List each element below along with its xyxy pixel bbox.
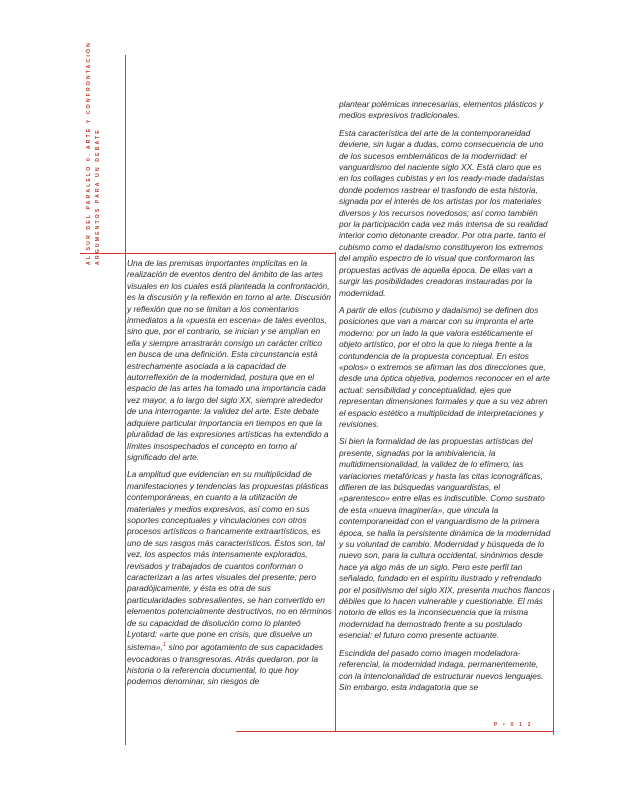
- running-header: [84, 41, 124, 265]
- footer-horizontal-rule: [236, 731, 554, 732]
- paragraph: Si bien la formalidad de las propuestas artísticas del presente, signadas por la ambivalencia, la multidimensionalidad, la validez de lo efímero, las variaciones metafóricas y hasta las citas iconográficas, difieren de las búsquedas vanguardistas, el «parentesco» entre ellas es indiscutible. Como sustrato de esta «nueva imaginería», que vincula la contemporaneidad con el vanguardismo de la primera época, se halla la persistente dinámica de la modernidad y su voluntad de cambio. Modernidad y búsqueda de lo nuevo son, para la cultura occidental, sinónimos desde hace ya algo más de un siglo. Pero este perfil tan señalado, fundado en el espíritu ilustrado y refrendado por el positivismo del siglo XIX, presenta muchos flancos débiles que lo hacen vulnerable y cuestionable. El más notorio de ellos es la inconsecuencia que la misma modernidad ha demostrado frente a su postulado esencial: el futuro como presente actuante.: [339, 436, 551, 641]
- running-header-subtitle: ARGUMENTOS PARA UN DEBATE: [95, 128, 101, 265]
- page-number: P • 0 1 2: [494, 722, 533, 728]
- paragraph-text: La amplitud que evidencian en su multiplicidad de manifestaciones y tendencias las propuestas plásticas contemporáneas, en cuanto a la utilización de materiales y medios expresivos, así como en sus soportes conceptuales y vinculaciones con otros procesos artísticos o francamente extraartísticos, es uno de sus rasgos más característicos. Éstos son, tal vez, los aspectos más intensamente explorados, revisados y trabajados de cuantos conforman o caracterizan a las artes visuales del presente; pero paradójicamente, y ésta es otra de sus particularidades sobresalientes, se han convertido en elementos potencialmente destructivos, no en términos de su capacidad de disolución como lo planteó Lyotard: «arte que pone en crisis, que disuelve un sistema»,: [127, 469, 332, 653]
- paragraph: Escindida del pasado como imagen modeladora-referencial, la modernidad indaga, permanentemente, con la intencionalidad de estructurar nuevos lenguajes. Sin embargo, esta indagatoria que se: [339, 647, 544, 692]
- right-column: [339, 99, 552, 699]
- running-header-title: AL SUR DEL PARALELO 0. ARTE Y CONFRONTACIÓN: [86, 41, 92, 265]
- sidebar-vertical-rule: [125, 55, 126, 745]
- paragraph: Una de las premisas importantes implícitas en la realización de eventos dentro del ámbito de las artes visuales en los cuales está planteada la confrontación, es la discusión y la reflexión en torno al arte. Discusión y reflexión que no se limitan a los comentarios inmediatos a la «puesta en escena» de tales eventos, sino que, por el contrario, se inician y se amplían en ella y siempre arrastrarán consigo un carácter crítico en busca de una definición. Esta circunstancia está estrechamente asociada a la capacidad de autorreflexión de la modernidad, postura que en el espacio de las artes ha tomado una importancia cada vez mayor, a lo largo del siglo XX, siempre alrededor de una interrogante: la validez del arte. Este debate adquiere particular importancia en tiempos en que la pluralidad de las expresiones artísticas ha extendido a límites insospechados el concepto en torno al significado del arte.: [127, 258, 331, 462]
- paragraph: [127, 469, 332, 688]
- right-vertical-rule: [553, 590, 554, 735]
- paragraph-text: sino por agotamiento de sus capacidades evocadoras o transgresoras. Atrás quedaron, por la historia o la referencia documental, lo que hoy podemos denominar, sin riesgos de: [127, 642, 324, 687]
- center-vertical-rule: [335, 252, 336, 732]
- paragraph: Esta característica del arte de la contemporaneidad deviene, sin lugar a dudas, como consecuencia de uno de los sucesos emblemáticos de la modernidad: el vanguardismo del naciente siglo XX. Está claro que es en los collages cubistas y en los ready-made dadaístas donde podemos rastrear el trasfondo de esta historia, signada por el interés de los artistas por los materiales diversos y los recursos novedosos; así como también por la participación cada vez más intensa de su realidad interior como detonante creador. Por otra parte, tanto el cubismo como el dadaísmo constituyeron los extremos del amplio espectro de lo visual que conformaron las propuestas activas de aquella época. De ellas van a surgir las posibilidades creadoras instauradas por la modernidad.: [339, 127, 548, 298]
- paragraph: plantear polémicas innecesarias, elementos plásticos y medios expresivos tradicionales.: [339, 99, 544, 121]
- left-column: [127, 258, 332, 694]
- footnote-marker: 1: [162, 642, 167, 649]
- paragraph: A partir de ellos (cubismo y dadaísmo) se definen dos posiciones que van a marcar con su impronta el arte moderno: por un lado la que valora estéticamente el objeto artístico, por el otro la que lo niega frente a la contundencia de la propuesta conceptual. En estos «polos» o extremos se afirman las dos direcciones que, desde una óptica objetiva, podemos reconocer en el arte actual: sensibilidad y conceptualidad, ejes que representan dimensiones formales y que a su vez abren el espacio estético a multiplicidad de interpretaciones y revisiones.: [339, 304, 550, 429]
